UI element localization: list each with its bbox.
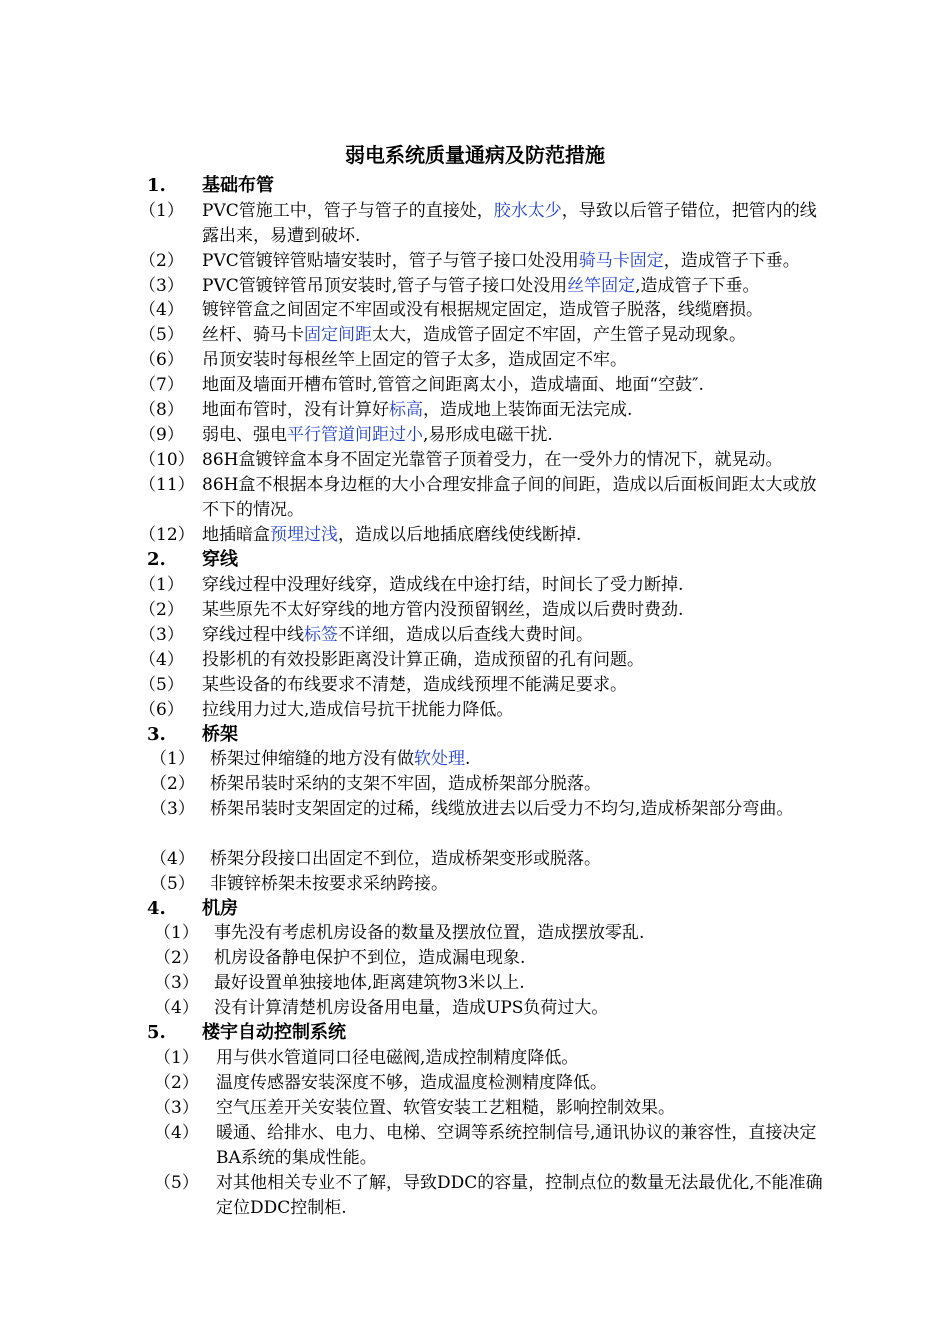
section-heading bbox=[147, 174, 274, 198]
item-number: （4） bbox=[139, 300, 184, 320]
text-run: 丝杆、骑马卡 bbox=[202, 325, 304, 345]
list-item bbox=[154, 1096, 836, 1121]
list-item bbox=[139, 199, 822, 249]
item-number: （9） bbox=[139, 425, 184, 445]
text-run: 地面及墙面开槽布管时,管管之间距离太小，造成墙面、地面“空鼓″. bbox=[202, 375, 704, 395]
item-text bbox=[214, 921, 834, 946]
text-run: 最好设置单独接地体,距离建筑物3米以上. bbox=[214, 973, 525, 993]
text-run: ,易形成电磁干扰. bbox=[423, 425, 553, 445]
list-item bbox=[150, 797, 830, 822]
document-title: 弱电系统质量通病及防范措施 bbox=[345, 143, 605, 167]
item-text bbox=[216, 1046, 836, 1071]
text-run: 温度传感器安装深度不够，造成温度检测精度降低。 bbox=[216, 1073, 607, 1093]
text-run: ,造成管子下垂。 bbox=[635, 276, 760, 296]
item-text bbox=[202, 199, 822, 249]
item-text bbox=[216, 1071, 836, 1096]
item-text bbox=[216, 1171, 836, 1221]
list-item bbox=[139, 673, 822, 698]
text-run: 非镀锌桥架未按要求采纳跨接。 bbox=[210, 874, 448, 894]
section-title: 楼宇自动控制系统 bbox=[202, 1022, 346, 1043]
list-item bbox=[139, 648, 822, 673]
item-text bbox=[202, 323, 822, 348]
item-number: （1） bbox=[154, 1048, 199, 1068]
list-item bbox=[154, 921, 834, 946]
item-number: （4） bbox=[139, 650, 184, 670]
section-heading bbox=[147, 1021, 346, 1045]
item-number: （2） bbox=[150, 774, 195, 794]
item-number: （2） bbox=[139, 600, 184, 620]
item-text bbox=[202, 373, 822, 398]
text-run: 86H盒不根据本身边框的大小合理安排盒子间的间距，造成以后面板间距太大或放不下的情况。 bbox=[202, 475, 817, 520]
list-item bbox=[139, 298, 822, 323]
highlighted-term: 胶水太少 bbox=[493, 201, 562, 221]
text-run: 投影机的有效投影距离没计算正确，造成预留的孔有问题。 bbox=[202, 650, 644, 670]
text-run: ，造成以后地插底磨线使线断掉. bbox=[338, 525, 582, 545]
text-run: 某些设备的布线要求不清楚，造成线预埋不能满足要求。 bbox=[202, 675, 627, 695]
item-text bbox=[202, 648, 822, 673]
item-number: （1） bbox=[139, 575, 184, 595]
text-run: 地面布管时，没有计算好 bbox=[202, 400, 389, 420]
list-item bbox=[139, 473, 822, 523]
item-text bbox=[202, 623, 822, 648]
item-number: （1） bbox=[139, 201, 184, 221]
item-number: （4） bbox=[150, 849, 195, 869]
item-number: （3） bbox=[139, 276, 184, 296]
list-item bbox=[154, 946, 834, 971]
highlighted-term: 标签 bbox=[304, 625, 338, 645]
item-text bbox=[202, 274, 822, 299]
item-text bbox=[210, 772, 830, 797]
text-run: PVC管施工中，管子与管子的直接处， bbox=[202, 201, 494, 221]
item-number: （2） bbox=[154, 1073, 199, 1093]
item-number: （2） bbox=[154, 948, 199, 968]
list-item bbox=[139, 249, 822, 274]
item-number: （6） bbox=[139, 700, 184, 720]
item-number: （10） bbox=[139, 450, 195, 470]
text-run: 用与供水管道同口径电磁阀,造成控制精度降低。 bbox=[216, 1048, 579, 1068]
list-item bbox=[150, 872, 830, 897]
item-number: （1） bbox=[154, 923, 199, 943]
list-item bbox=[139, 598, 822, 623]
text-run: 穿线过程中线 bbox=[202, 625, 304, 645]
item-number: （12） bbox=[139, 525, 195, 545]
list-item bbox=[139, 698, 822, 723]
text-run: ，造成管子下垂。 bbox=[663, 251, 800, 271]
item-number: （8） bbox=[139, 400, 184, 420]
text-run: 弱电、强电 bbox=[202, 425, 287, 445]
list-item bbox=[139, 398, 822, 423]
text-run: 对其他相关专业不了解，导致DDC的容量，控制点位的数量无法最优化,不能准确定位DDC控制柜. bbox=[216, 1173, 823, 1218]
item-number: （5） bbox=[154, 1173, 199, 1193]
text-run: 暖通、给排水、电力、电梯、空调等系统控制信号,通讯协议的兼容性，直接决定BA系统的集成性能。 bbox=[216, 1123, 817, 1168]
text-run: 地插暗盒 bbox=[202, 525, 270, 545]
text-run: PVC管镀锌管贴墙安装时，管子与管子接口处没用 bbox=[202, 251, 579, 271]
item-text bbox=[202, 573, 822, 598]
text-run: 没有计算清楚机房设备用电量，造成UPS负荷过大。 bbox=[214, 998, 609, 1018]
highlighted-term: 标高 bbox=[389, 400, 423, 420]
list-item bbox=[154, 1171, 836, 1221]
text-run: 太大，造成管子固定不牢固，产生管子晃动现象。 bbox=[372, 325, 746, 345]
text-run: 桥架分段接口出固定不到位，造成桥架变形或脱落。 bbox=[210, 849, 601, 869]
item-text bbox=[202, 298, 822, 323]
item-text bbox=[202, 249, 822, 274]
section-title: 机房 bbox=[202, 898, 238, 919]
section-title: 穿线 bbox=[202, 549, 238, 570]
list-item bbox=[139, 448, 822, 473]
item-number: （1） bbox=[150, 749, 195, 769]
item-number: （11） bbox=[139, 475, 195, 495]
item-text bbox=[210, 747, 830, 772]
item-number: （5） bbox=[150, 874, 195, 894]
text-run: 不详细，造成以后查线大费时间。 bbox=[338, 625, 593, 645]
item-text bbox=[202, 523, 822, 548]
section-number: 3. bbox=[147, 724, 166, 745]
text-run: ，造成地上装饰面无法完成. bbox=[423, 400, 633, 420]
list-item bbox=[154, 1071, 836, 1096]
section-heading bbox=[147, 897, 238, 921]
list-item bbox=[139, 323, 822, 348]
list-item bbox=[139, 373, 822, 398]
list-item bbox=[150, 847, 830, 872]
item-text bbox=[202, 698, 822, 723]
section-heading bbox=[147, 723, 238, 747]
section-title: 桥架 bbox=[202, 724, 238, 745]
text-run: 86H盒镀锌盒本身不固定光靠管子顶着受力，在一受外力的情况下，就晃动。 bbox=[202, 450, 783, 470]
item-number: （5） bbox=[139, 325, 184, 345]
item-text bbox=[202, 398, 822, 423]
highlighted-term: 骑马卡固定 bbox=[578, 251, 664, 271]
section-number: 1. bbox=[147, 175, 166, 196]
section-title: 基础布管 bbox=[202, 175, 274, 196]
text-run: 事先没有考虑机房设备的数量及摆放位置，造成摆放零乱. bbox=[214, 923, 645, 943]
text-run: PVC管镀锌管吊顶安装时,管子与管子接口处没用 bbox=[202, 276, 568, 296]
item-number: （6） bbox=[139, 350, 184, 370]
highlighted-term: 预埋过浅 bbox=[270, 525, 338, 545]
item-text bbox=[214, 946, 834, 971]
item-number: （2） bbox=[139, 251, 184, 271]
text-run: 机房设备静电保护不到位，造成漏电现象. bbox=[214, 948, 526, 968]
item-text bbox=[202, 598, 822, 623]
list-item bbox=[150, 772, 830, 797]
item-text bbox=[210, 847, 830, 872]
list-item bbox=[154, 971, 834, 996]
item-number: （3） bbox=[139, 625, 184, 645]
item-text bbox=[214, 971, 834, 996]
text-run: ，导致以后管子错位，把管内的线露出来，易遭到破坏. bbox=[202, 201, 817, 246]
item-text bbox=[216, 1096, 836, 1121]
list-item bbox=[139, 623, 822, 648]
item-text bbox=[210, 797, 830, 822]
item-number: （4） bbox=[154, 998, 199, 1018]
text-run: 空气压差开关安装位置、软管安装工艺粗糙，影响控制效果。 bbox=[216, 1098, 675, 1118]
item-text bbox=[214, 996, 834, 1021]
highlighted-term: 平行管道间距过小 bbox=[287, 425, 423, 445]
text-run: . bbox=[465, 749, 471, 769]
list-item bbox=[139, 523, 822, 548]
list-item bbox=[139, 274, 822, 299]
list-item bbox=[139, 573, 822, 598]
item-text bbox=[216, 1121, 836, 1171]
item-text bbox=[202, 673, 822, 698]
highlighted-term: 软处理 bbox=[414, 749, 465, 769]
item-text bbox=[202, 423, 822, 448]
item-number: （5） bbox=[139, 675, 184, 695]
list-item bbox=[154, 996, 834, 1021]
section-heading bbox=[147, 548, 238, 572]
text-run: 某些原先不太好穿线的地方管内没预留钢丝，造成以后费时费劲. bbox=[202, 600, 684, 620]
item-text bbox=[202, 473, 822, 523]
highlighted-term: 丝竿固定 bbox=[567, 276, 636, 296]
list-item bbox=[154, 1046, 836, 1071]
list-item bbox=[139, 423, 822, 448]
list-item bbox=[154, 1121, 836, 1171]
item-text bbox=[202, 448, 822, 473]
item-text bbox=[202, 348, 822, 373]
text-run: 桥架吊装时支架固定的过稀，线缆放进去以后受力不均匀,造成桥架部分弯曲。 bbox=[210, 799, 794, 819]
highlighted-term: 固定间距 bbox=[304, 325, 372, 345]
item-number: （3） bbox=[150, 799, 195, 819]
text-run: 吊顶安装时每根丝竿上固定的管子太多，造成固定不牢。 bbox=[202, 350, 627, 370]
item-number: （4） bbox=[154, 1123, 199, 1143]
text-run: 拉线用力过大,造成信号抗干扰能力降低。 bbox=[202, 700, 514, 720]
item-number: （3） bbox=[154, 1098, 199, 1118]
list-item bbox=[150, 747, 830, 772]
section-number: 2. bbox=[147, 549, 166, 570]
section-number: 4. bbox=[147, 898, 166, 919]
text-run: 穿线过程中没理好线穿，造成线在中途打结，时间长了受力断掉. bbox=[202, 575, 684, 595]
list-item bbox=[139, 348, 822, 373]
item-text bbox=[210, 872, 830, 897]
item-number: （3） bbox=[154, 973, 199, 993]
text-run: 镀锌管盒之间固定不牢固或没有根据规定固定，造成管子脱落，线缆磨损。 bbox=[202, 300, 763, 320]
item-number: （7） bbox=[139, 375, 184, 395]
text-run: 桥架吊装时采纳的支架不牢固，造成桥架部分脱落。 bbox=[210, 774, 601, 794]
text-run: 桥架过伸缩缝的地方没有做 bbox=[210, 749, 414, 769]
section-number: 5. bbox=[147, 1022, 166, 1043]
